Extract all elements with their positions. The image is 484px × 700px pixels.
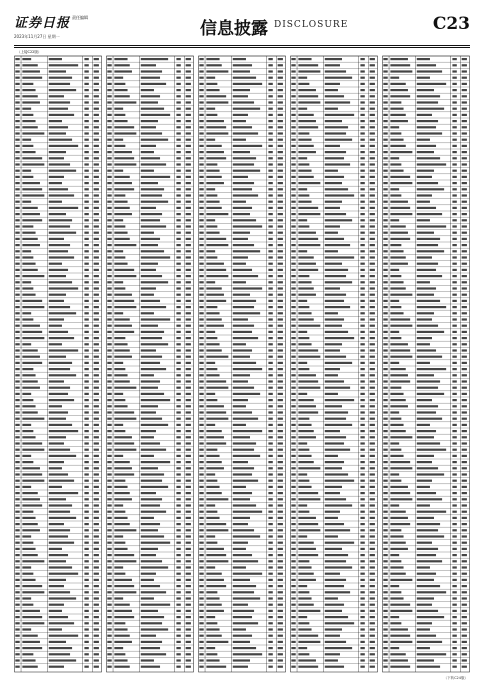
newspaper-logo: 证券日报 (14, 16, 71, 31)
dateline: 2023年11月27日 星期一 (14, 34, 60, 39)
continued-to-label: （下转C24版） (443, 676, 468, 680)
masthead-rule (14, 45, 470, 46)
table-column (15, 56, 102, 672)
table-grid (14, 54, 470, 674)
table-column (107, 56, 194, 672)
page-number: C23 (432, 14, 470, 34)
section-title: 信息披露 (200, 19, 268, 39)
masthead (14, 12, 470, 44)
disclosure-tables (14, 54, 470, 674)
continued-from-label: （上接C22版） (17, 50, 42, 54)
editor-line: 责任编辑 (72, 15, 88, 20)
table-column (383, 56, 470, 672)
section-title-english: DISCLOSURE (274, 20, 349, 30)
table-column (291, 56, 378, 672)
masthead-rule-thin (14, 47, 470, 48)
table-column (199, 56, 286, 672)
